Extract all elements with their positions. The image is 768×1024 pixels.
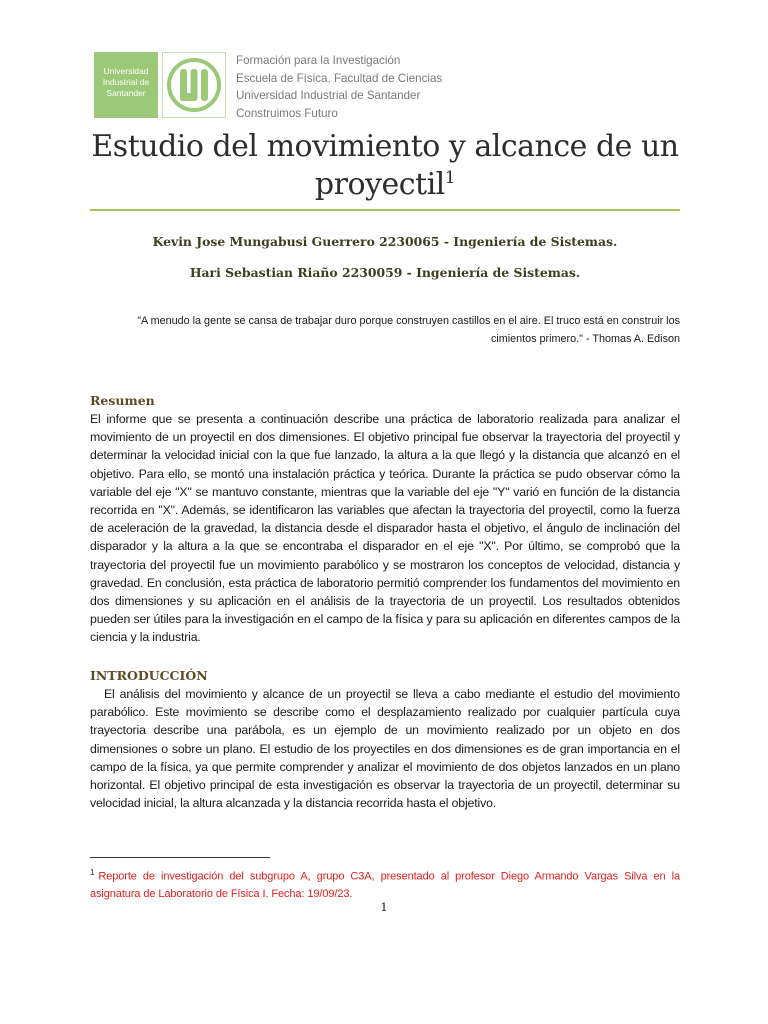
logo-line-2: Industrial de [102,77,150,87]
uis-logo [162,52,226,118]
page-number: 1 [380,900,388,914]
title-divider [90,209,680,211]
header-line-1: Formación para la Investigación [236,54,401,67]
title-footnote-ref: 1 [444,168,456,188]
document-title [90,128,680,204]
header-line-2: Escuela de Física, Facultad de Ciencias [236,71,443,85]
logo-line-3: Santander [106,88,146,98]
institution-header [236,52,442,122]
introduccion-heading: INTRODUCCIÓN [90,668,208,683]
author-line-1: Kevin Jose Mungabusi Guerrero 2230065 - Ingeniería de Sistemas. [152,234,618,249]
header-line-4: Construimos Futuro [236,106,338,120]
author-line-2: Hari Sebastian Riaño 2230059 - Ingeniería de Sistemas. [189,265,581,280]
footnote [90,864,680,904]
title-text: Estudio del movimiento y alcance de un proyectil [91,129,679,202]
header-line-3: Universidad Industrial de Santander [236,89,421,102]
footnote-separator [90,857,270,858]
introduccion-paragraph: El análisis del movimiento y alcance de un proyectil se lleva a cabo mediante el estudio del movimiento parabólico. Este movimiento se describe como el desplazamiento realizado por cualquier partícula cuya trayectoria describe una parábola, es un ejemplo de un movimiento realizado por un objeto en dos dimensiones o sobre un plano. El estudio de los proyectiles en dos dimensiones es de gran importancia en el campo de la física, ya que permite comprender y analizar el movimiento de dos objetos lanzados en un plano horizontal. El objetivo principal de esta investigación es observar la trayectoria de un proyectil, determinar su velocidad inicial, la altura alcanzada y la distancia recorrida hasta el objetivo. [90,687,680,811]
resumen-heading: Resumen [90,393,155,408]
uis-logo-mark-icon [163,53,225,117]
resumen-paragraph: El informe que se presenta a continuación describe una práctica de laboratorio realizada para analizar el movimiento de un proyectil en dos dimensiones. El objetivo principal fue observar la trayectoria del proyectil y determinar la velocidad inicial con la que fue lanzado, la altura a la que llegó y la distancia que alcanzó en el objetivo. Para ello, se montó una instalación práctica y teórica. Durante la práctica se pudo observar cómo la variable del eje "X" se mantuvo constante, mientras que la variable del eje "Y" varió en función de la distancia recorrida en "X". Además, se identificaron las variables que afectan la trayectoria del proyectil, como la fuerza de aceleración de la gravedad, la distancia desde el disparador hasta el objetivo, el ángulo de inclinación del disparador y la altura a la que se encontraba el disparador en el eje "X". Por último, se comprobó que la trayectoria del proyectil fue un movimiento parabólico y se mostraron los conceptos de velocidad, distancia y gravedad. En conclusión, esta práctica de laboratorio permitió comprender los fundamentos del movimiento en dos dimensiones y su aplicación en el análisis de la trayectoria de un proyectil. Los resultados obtenidos pueden ser útiles para la investigación en el campo de la física y para su aplicación en diferentes campos de la ciencia y la industria. [90,412,680,645]
footnote-text: Reporte de investigación del subgrupo A, grupo C3A, presentado al profesor Diego Armando Vargas Silva en la asignatura de Laboratorio de Física I. Fecha: 19/09/23. [90,870,680,901]
logo-line-1: Universidad [103,66,149,76]
epigraph-quote: "A menudo la gente se cansa de trabajar duro porque construyen castillos en el aire. El truco está en construir los cimientos primero." - Thomas A. Edison [137,315,680,345]
university-logo [94,52,158,118]
footnote-mark: 1 [90,868,95,877]
